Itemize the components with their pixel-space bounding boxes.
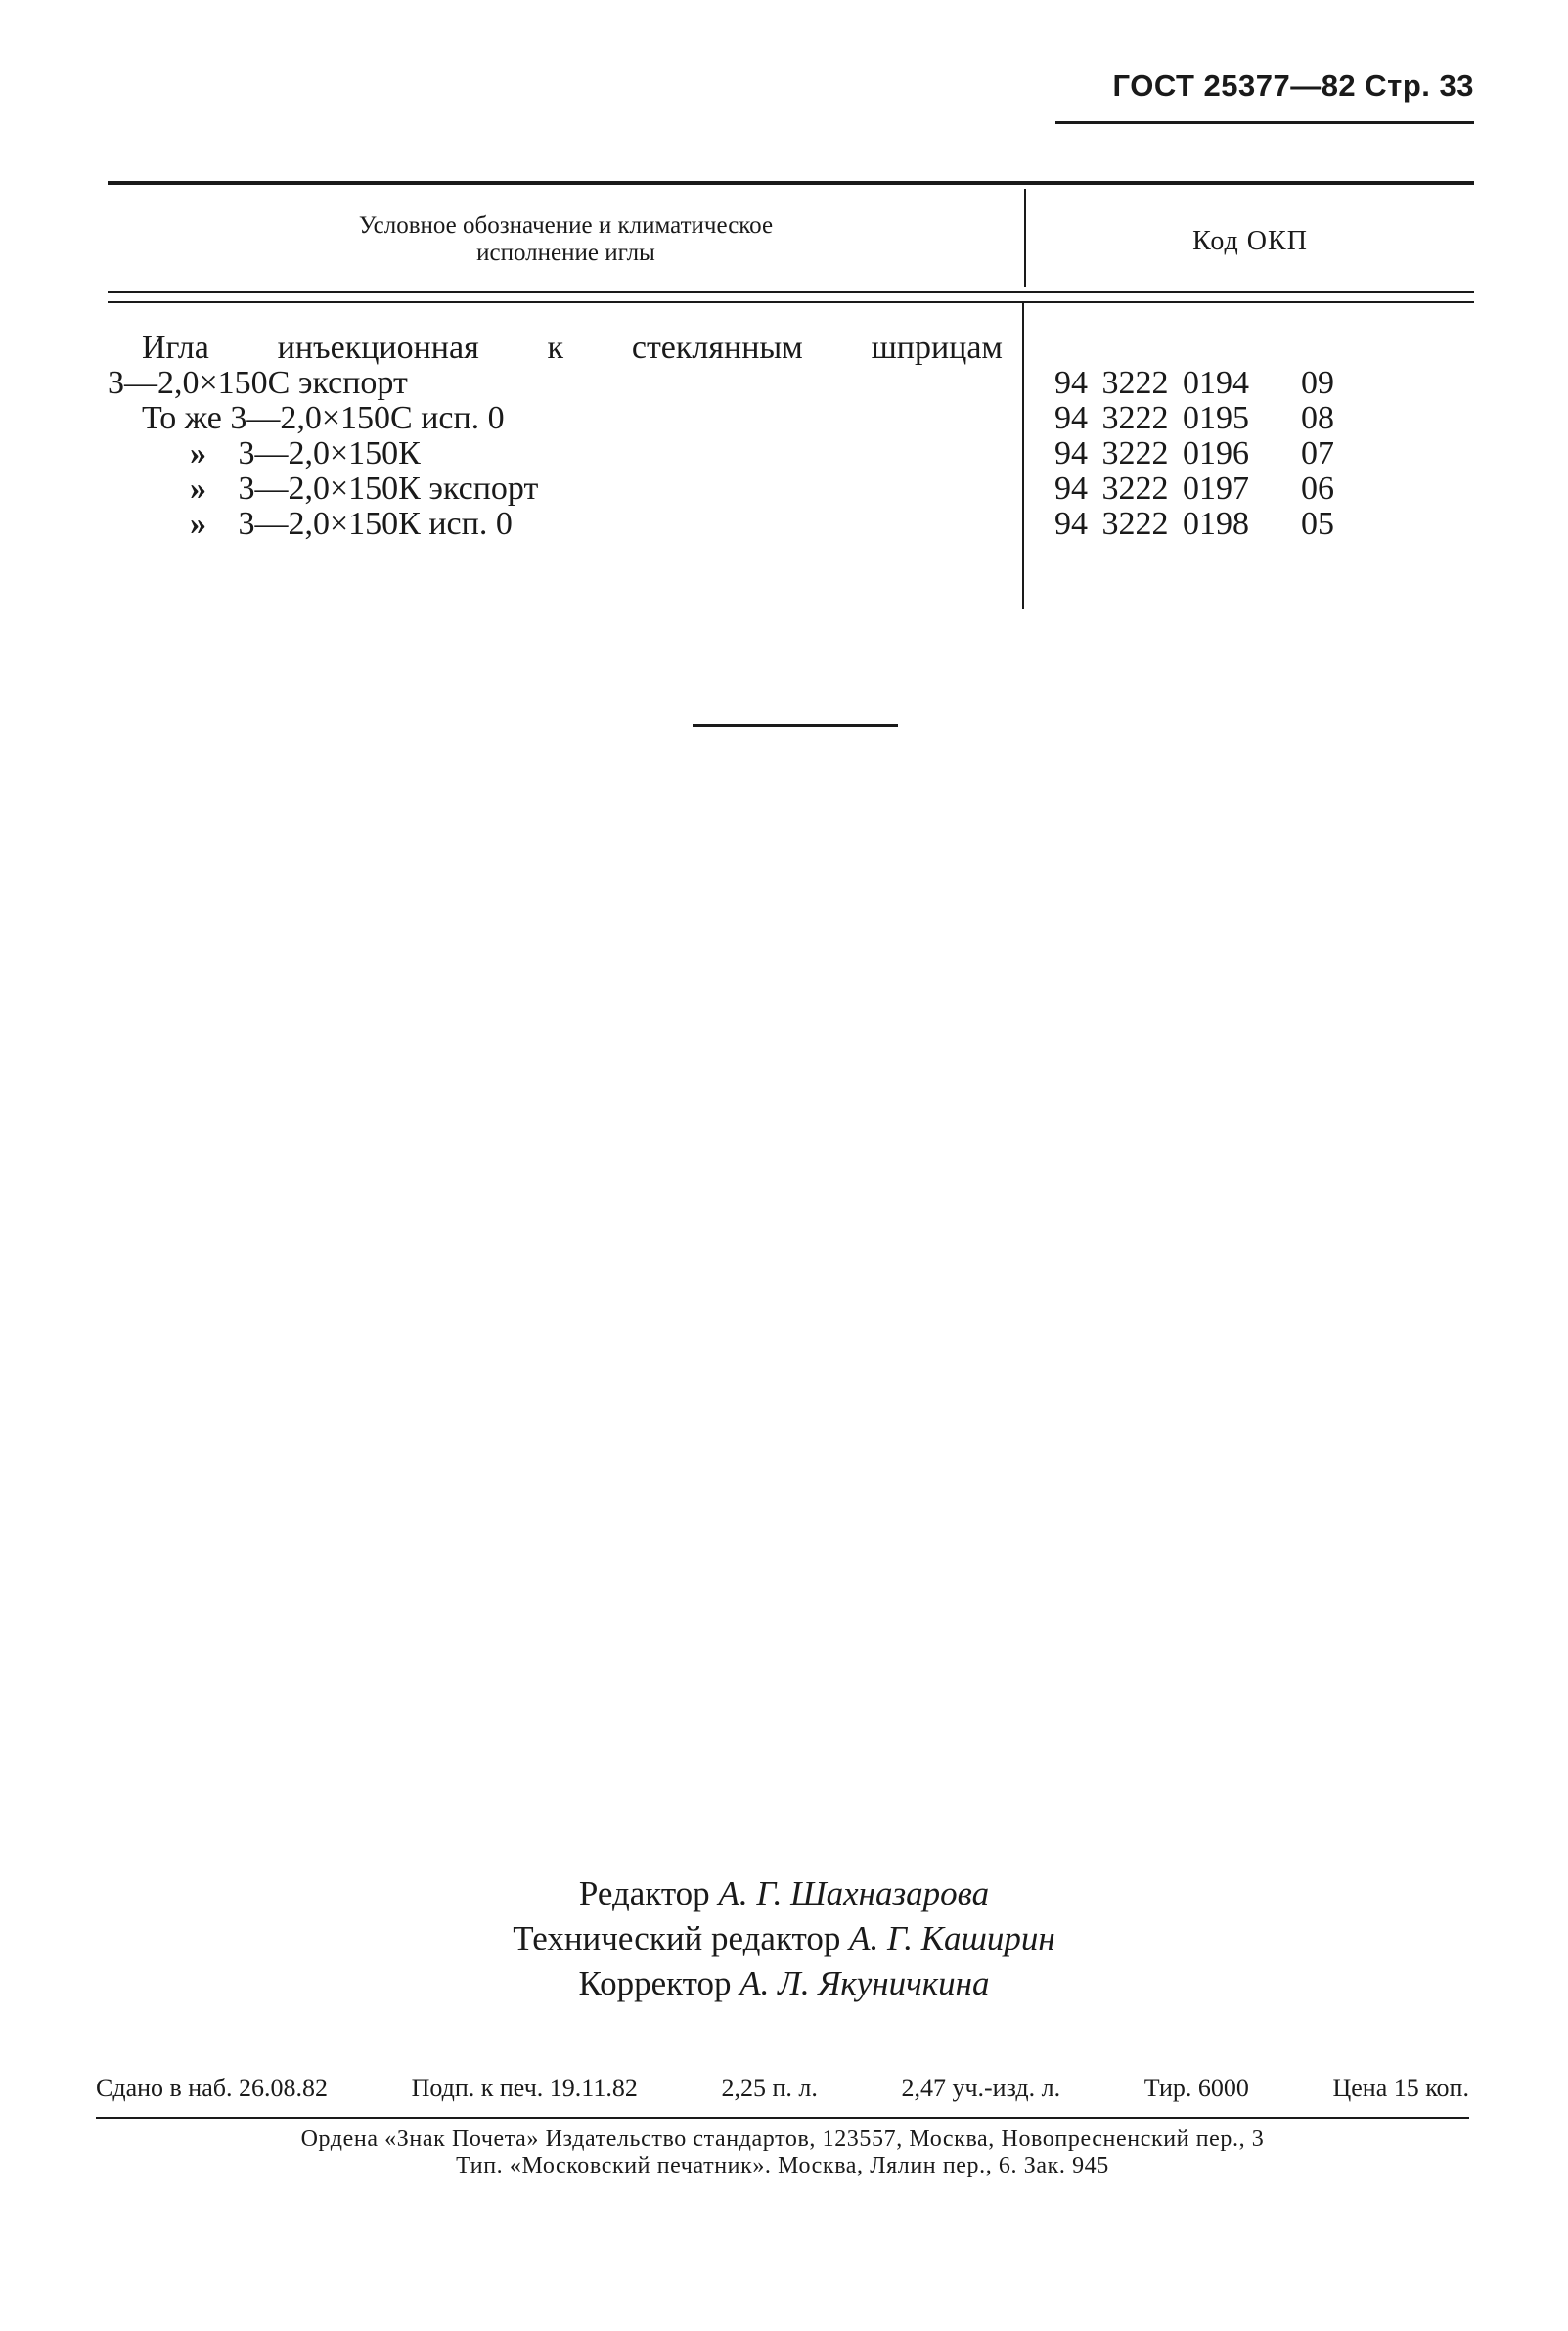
table-row: [108, 507, 1474, 542]
row-control-number: 07: [1301, 435, 1334, 471]
imprint-part: Подп. к печ. 19.11.82: [411, 2074, 638, 2102]
column-header-code: Код ОКП: [1192, 226, 1308, 256]
row-heading-text: [142, 331, 1003, 366]
okp-code-table: [108, 181, 1474, 611]
imprint-part: 2,25 п. л.: [721, 2074, 818, 2102]
table-row-heading: [108, 331, 1474, 366]
table-row: [108, 401, 1474, 436]
credits-block: [0, 1871, 1568, 2006]
publication-imprint: [96, 2074, 1469, 2179]
row-designation: 3—2,0×150К исп. 0: [238, 506, 513, 542]
ditto-mark: »: [190, 471, 206, 507]
row-control-number: 08: [1301, 400, 1334, 436]
credit-person: А. Л. Якуничкина: [739, 1964, 990, 2002]
heading-word: шприцам: [871, 330, 1003, 366]
imprint-part: Цена 15 коп.: [1332, 2074, 1469, 2102]
credit-tech-editor: [0, 1916, 1568, 1961]
column-header-designation: [108, 212, 1024, 267]
imprint-part: 2,47 уч.-изд. л.: [901, 2074, 1061, 2102]
ditto-mark: »: [190, 506, 206, 542]
ditto-mark: »: [190, 435, 206, 471]
column-header-designation-line1: Условное обозначение и климатическое: [358, 212, 774, 239]
row-okp-code: 94 3222 0196: [1054, 435, 1249, 471]
row-designation: 3—2,0×150С экспорт: [108, 365, 408, 401]
credit-person: А. Г. Шахназарова: [718, 1874, 990, 1912]
heading-word: стеклянным: [631, 330, 803, 366]
imprint-print-details: [96, 2074, 1469, 2103]
imprint-rule: [96, 2117, 1469, 2119]
header-rule: [1055, 121, 1474, 124]
section-end-rule: [693, 724, 898, 727]
imprint-part: Тир. 6000: [1143, 2074, 1249, 2102]
credit-proofreader: [0, 1961, 1568, 2006]
imprint-part: Сдано в наб. 26.08.82: [96, 2074, 328, 2102]
row-okp-code: 94 3222 0195: [1054, 400, 1249, 436]
row-control-number: 09: [1301, 365, 1334, 401]
row-designation: 3—2,0×150К экспорт: [238, 471, 539, 507]
row-okp-code: 94 3222 0198: [1054, 506, 1249, 542]
imprint-publisher: Ордена «Знак Почета» Издательство стандартов, 123557, Москва, Новопресненский пер., 3: [300, 2127, 1265, 2152]
row-control-number: 05: [1301, 506, 1334, 542]
page-header: ГОСТ 25377—82 Стр. 33: [1112, 68, 1474, 103]
row-designation: 3—2,0×150К: [238, 435, 421, 471]
heading-word: к: [547, 330, 564, 366]
table-header-double-rule: [108, 291, 1474, 303]
table-row: [108, 436, 1474, 471]
row-control-number: 06: [1301, 471, 1334, 507]
table-top-rule: [108, 181, 1474, 185]
imprint-printer: Тип. «Московский печатник». Москва, Лялин пер., 6. Зак. 945: [456, 2153, 1109, 2178]
table-row: [108, 366, 1474, 401]
row-designation: То же 3—2,0×150С исп. 0: [142, 400, 505, 436]
table-body: [108, 331, 1474, 542]
credit-role: Корректор: [578, 1964, 732, 2002]
row-okp-code: 94 3222 0194: [1054, 365, 1249, 401]
column-header-designation-line2: исполнение иглы: [476, 240, 655, 266]
heading-word: инъекционная: [277, 330, 479, 366]
credit-person: А. Г. Каширин: [849, 1919, 1055, 1957]
row-okp-code: 94 3222 0197: [1054, 471, 1249, 507]
credit-role: Технический редактор: [513, 1919, 841, 1957]
heading-word: Игла: [142, 330, 209, 366]
credit-role: Редактор: [578, 1874, 710, 1912]
credit-editor: [0, 1871, 1568, 1916]
table-row: [108, 471, 1474, 507]
